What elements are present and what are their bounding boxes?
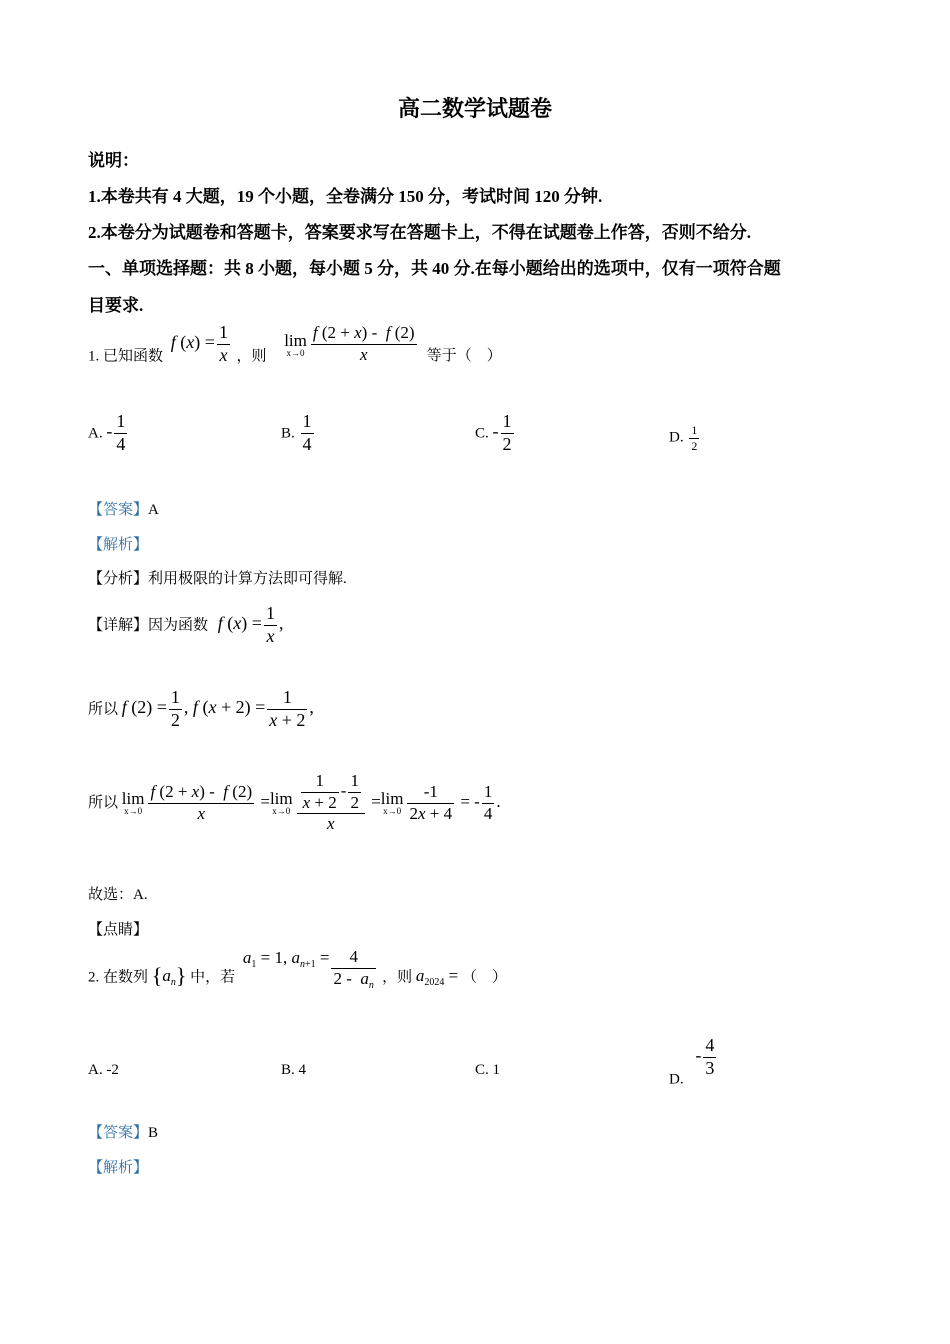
q2-option-c: C. 1: [475, 1062, 501, 1078]
q1-function-formula: f (x) = $\frac{1}{x}$: [170, 322, 228, 365]
q2-analysis-tag: 【解析】: [88, 1160, 149, 1176]
q1-option-c-label: C.: [475, 425, 489, 442]
answer-tag: 【答案】: [88, 1125, 149, 1141]
q1-option-c-value: - $\frac{1}{2}$: [492, 411, 512, 454]
step-1-formula: f (2) = $\frac{1}{2}$ , f (x + 2) = $\frac{1}{x + 2}$ ,: [121, 687, 314, 730]
fenxi-tag: 【分析】: [88, 571, 149, 587]
q1-step-1: [88, 688, 314, 731]
answer-value: A: [148, 502, 159, 518]
q2-target-term: $a_{2024}$ =: [415, 966, 459, 989]
question-1-suffix: 等于（ ）: [426, 348, 502, 365]
suoyi-2: 所以: [88, 794, 119, 811]
q1-option-d-value: $\frac{1}{2}$: [691, 423, 698, 454]
fenxi-text: 利用极限的计算方法即可得解.: [148, 571, 347, 587]
step-2-formula: lim x→0 $\frac{f (2 + x) - f (2)}{x}$ = lim x→0 $\frac{1}{x + 2}$ - $\frac{1}{2}$ x = lim x→0 $\frac{-1}{2x + 4}$ = - $\frac{1}{4}$ .: [121, 771, 501, 834]
q1-limit-expression: lim x→0 $\frac{f (2 + x) - f (2)}{x}$: [284, 323, 415, 365]
q1-option-d: [669, 424, 701, 453]
q1-detail: [88, 604, 283, 647]
q1-dianjing: 【点睛】: [88, 922, 149, 938]
q2-recurrence: $a_1 = 1$, $a_{n+1}$ = $\frac{4}{2 - a_n}$: [242, 947, 374, 991]
q2-option-d-label: D.: [669, 1071, 684, 1088]
question-1-prefix: 1. 已知函数: [88, 348, 164, 365]
question-2-mid-1: 中，若: [190, 969, 236, 986]
question-2-suffix: （ ）: [462, 969, 508, 986]
q1-option-a-label: A.: [88, 425, 103, 442]
section-heading: 一、单项选择题：共 8 小题，每小题 5 分，共 40 分.在每小题给出的选项中，仅有一项符合题: [88, 259, 781, 278]
question-2: [88, 948, 507, 991]
question-2-mid-2: ，则: [382, 969, 413, 986]
q2-option-b: B. 4: [281, 1062, 307, 1078]
question-2-prefix: 2. 在数列: [88, 969, 149, 986]
q1-option-b-label: B.: [281, 425, 295, 442]
q1-option-c: [475, 412, 516, 455]
question-1: [88, 323, 502, 366]
page-title: 高二数学试题卷: [397, 96, 552, 121]
q2-answer: [88, 1121, 158, 1142]
q1-option-b-value: $\frac{1}{4}$: [302, 411, 312, 454]
answer-tag: 【答案】: [88, 502, 149, 518]
q1-analysis-tag: 【解析】: [88, 537, 149, 553]
instructions-heading: 说明：: [88, 151, 139, 170]
q2-option-d-value: - $\frac{4}{3}$: [695, 1035, 715, 1078]
q1-option-d-label: D.: [669, 429, 684, 446]
answer-value: B: [148, 1125, 159, 1141]
q2-option-a: A. -2: [88, 1062, 119, 1078]
q1-fenxi: [88, 567, 347, 588]
detail-text: 因为函数: [148, 617, 209, 634]
detail-formula: f (x) = $\frac{1}{x}$ ,: [217, 603, 284, 646]
q1-answer: [88, 498, 159, 519]
detail-tag: 【详解】: [88, 617, 149, 634]
suoyi-1: 所以: [88, 701, 119, 718]
section-heading-continued: 目要求.: [88, 296, 144, 315]
question-1-mid: ，则: [236, 348, 267, 365]
q2-sequence-notation: $\{a_n\}$: [151, 963, 187, 989]
q2-option-d: [669, 1036, 718, 1088]
instruction-item-1: 1.本卷共有 4 大题，19 个小题，全卷满分 150 分，考试时间 120 分钟.: [88, 187, 603, 206]
q1-option-a-value: - $\frac{1}{4}$: [106, 411, 126, 454]
q1-option-b: [281, 412, 316, 455]
q1-conclusion: 故选：A.: [88, 887, 148, 903]
instruction-item-2: 2.本卷分为试题卷和答题卡，答案要求写在答题卡上，不得在试题卷上作答，否则不给分.: [88, 223, 751, 242]
q1-option-a: [88, 412, 129, 455]
q1-step-2: [88, 772, 501, 834]
